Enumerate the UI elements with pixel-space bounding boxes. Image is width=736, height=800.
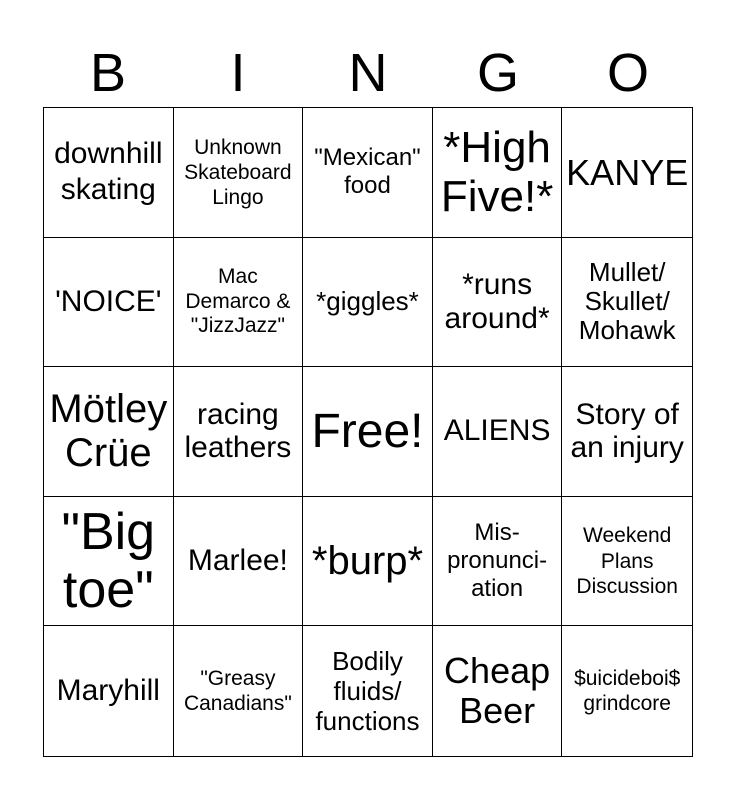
bingo-cell[interactable]: "Big toe" bbox=[44, 497, 174, 627]
header-letter-b: B bbox=[89, 43, 127, 103]
bingo-cell[interactable]: ALIENS bbox=[433, 367, 563, 497]
bingo-cell[interactable]: "Mexican" food bbox=[303, 108, 433, 238]
bingo-cell[interactable]: "Greasy Canadians" bbox=[174, 626, 304, 756]
bingo-cell[interactable]: *giggles* bbox=[303, 238, 433, 368]
bingo-board bbox=[43, 107, 693, 757]
bingo-cell[interactable]: Unknown Skateboard Lingo bbox=[174, 108, 304, 238]
bingo-cell[interactable]: Cheap Beer bbox=[433, 626, 563, 756]
bingo-cell[interactable]: Story of an injury bbox=[562, 367, 692, 497]
bingo-cell[interactable]: Maryhill bbox=[44, 626, 174, 756]
header-letter-o: O bbox=[606, 43, 649, 103]
bingo-cell[interactable]: downhill skating bbox=[44, 108, 174, 238]
bingo-cell[interactable]: *burp* bbox=[303, 497, 433, 627]
bingo-cell[interactable]: KANYE bbox=[562, 108, 692, 238]
bingo-cell[interactable]: Mis-pronunci-ation bbox=[433, 497, 563, 627]
bingo-cell[interactable]: Weekend Plans Discussion bbox=[562, 497, 692, 627]
free-space[interactable]: Free! bbox=[303, 367, 433, 497]
bingo-cell[interactable]: *runs around* bbox=[433, 238, 563, 368]
header-letter-n: N bbox=[348, 43, 388, 103]
bingo-cell[interactable]: 'NOICE' bbox=[44, 238, 174, 368]
bingo-cell[interactable]: Mötley Crüe bbox=[44, 367, 174, 497]
header-letter-g: G bbox=[476, 43, 519, 103]
bingo-cell[interactable]: Marlee! bbox=[174, 497, 304, 627]
bingo-cell[interactable]: Mullet/ Skullet/ Mohawk bbox=[562, 238, 692, 368]
bingo-cell[interactable]: Bodily fluids/ functions bbox=[303, 626, 433, 756]
bingo-cell[interactable]: $uicideboi$ grindcore bbox=[574, 667, 681, 716]
bingo-header bbox=[43, 40, 693, 106]
bingo-cell[interactable]: *High Five!* bbox=[433, 108, 563, 238]
header-letter-i: I bbox=[230, 43, 246, 103]
bingo-cell[interactable]: Mac Demarco & "JizzJazz" bbox=[174, 238, 304, 368]
bingo-cell[interactable]: racing leathers bbox=[174, 367, 304, 497]
